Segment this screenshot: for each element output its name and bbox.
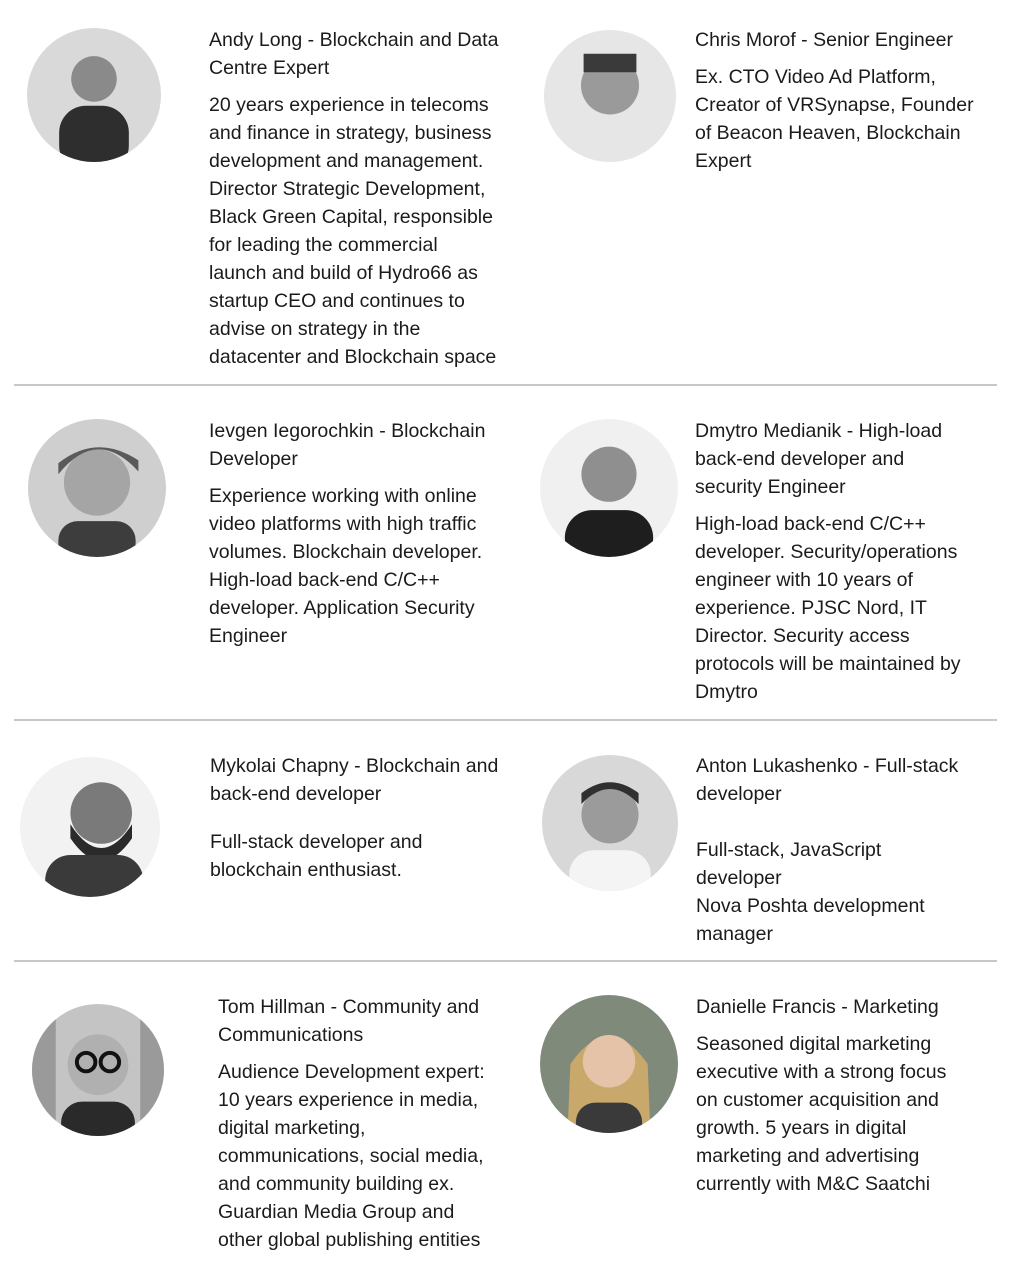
avatar-anton-lukashenko [542,755,678,891]
member-anton-lukashenko [696,752,1006,948]
member-bio: Seasoned digital marketing executive with a strong focus on customer acquisition and growth. 5 years in digital marketing and advertising currently with M&C Saatchi [696,1033,947,1195]
member-bio: Full-stack developer and blockchain enthusiast. [210,831,423,881]
avatar-mykolai-chapny [20,757,160,897]
member-danielle-francis [696,993,1006,1198]
member-name: Ievgen Iegorochkin - Blockchain Developer [209,420,486,470]
avatar-ievgen-iegorochkin [28,419,166,557]
row-divider [14,384,997,386]
avatar-chris-morof [544,30,676,162]
member-bio: High-load back-end C/C++ developer. Security/operations engineer with 10 years of experience. PJSC Nord, IT Director. Security access protocols will be maintained by Dmytro [695,513,961,703]
member-bio: 20 years experience in telecoms and finance in strategy, business development and management. Director Strategic Development, Black Green Capital, responsible for leading the commercial launch and build of Hydro66 as startup CEO and continues to advise on strategy in the datacenter and Blockchain space [209,94,497,368]
member-bio: Experience working with online video platforms with high traffic volumes. Blockchain developer. High-load back-end C/C++ developer. Application Security Engineer [209,485,483,647]
member-ievgen-iegorochkin [209,417,529,650]
avatar-tom-hillman [32,1004,164,1136]
member-name: Anton Lukashenko - Full-stack developer [696,755,959,805]
member-name: Chris Morof - Senior Engineer [695,29,953,51]
avatar-dmytro-medianik [540,419,678,557]
member-name: Andy Long - Blockchain and Data Centre Expert [209,29,499,79]
avatar-danielle-francis [540,995,678,1133]
member-name: Dmytro Medianik - High-load back-end developer and security Engineer [695,420,943,498]
member-bio: Full-stack, JavaScript developer Nova Poshta development manager [696,839,925,945]
member-name: Danielle Francis - Marketing [696,996,939,1018]
member-tom-hillman [218,993,538,1254]
member-name: Mykolai Chapny - Blockchain and back-end developer [210,755,499,805]
row-divider [14,960,997,962]
member-chris-morof [695,26,1005,175]
member-andy-long [209,26,529,371]
avatar-andy-long [27,28,161,162]
member-dmytro-medianik [695,417,1005,706]
member-bio: Ex. CTO Video Ad Platform, Creator of VRSynapse, Founder of Beacon Heaven, Blockchain Expert [695,66,974,172]
member-bio: Audience Development expert: 10 years experience in media, digital marketing, communications, social media, and community building ex. Guardian Media Group and other global publishing entities [218,1061,485,1251]
row-divider [14,719,997,721]
member-name: Tom Hillman - Community and Communications [218,996,480,1046]
member-mykolai-chapny [210,752,530,884]
